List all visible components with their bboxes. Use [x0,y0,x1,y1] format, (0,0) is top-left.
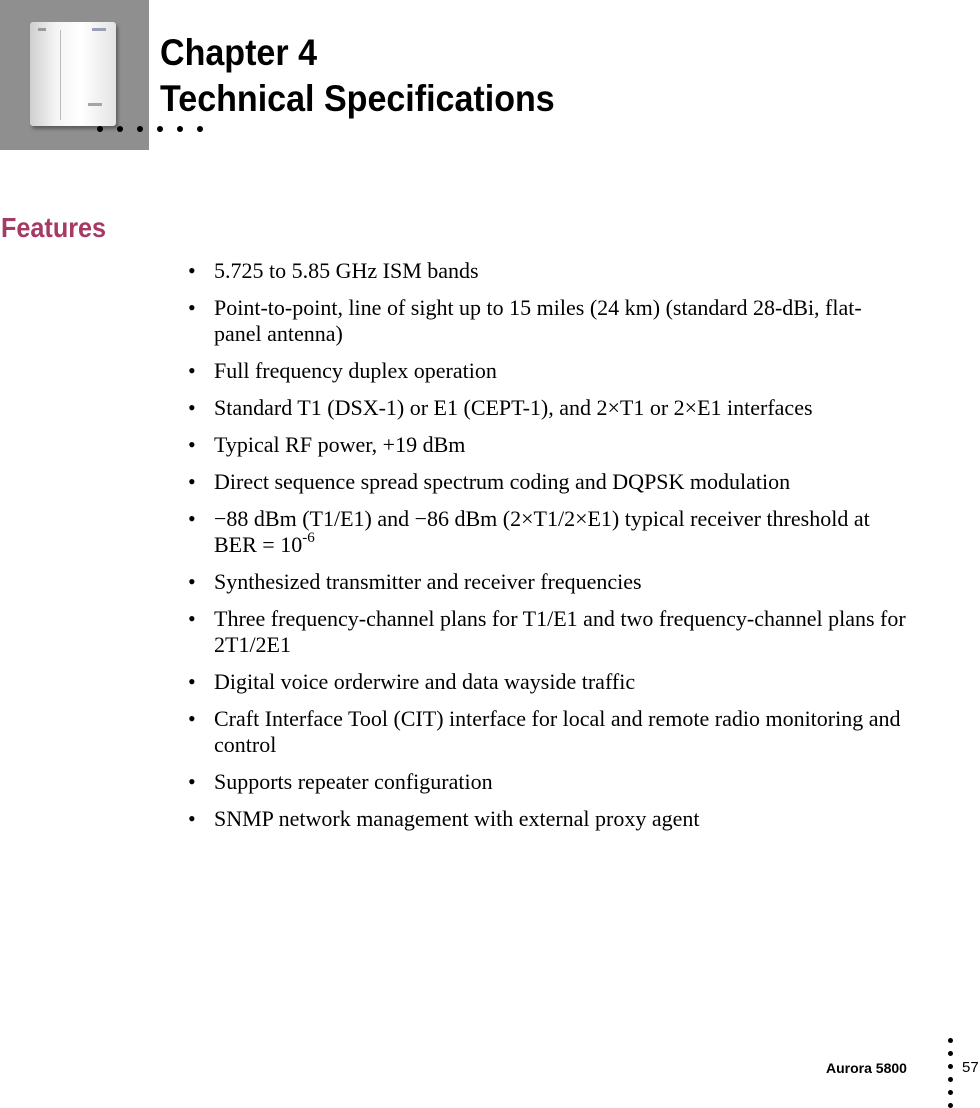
list-item: • SNMP network management with external proxy agent [188,806,908,832]
page-number: 57 [962,1059,979,1076]
list-item: • Standard T1 (DSX-1) or E1 (CEPT-1), and 2×T1 or 2×E1 interfaces [188,395,908,421]
list-item: • Digital voice orderwire and data wayside traffic [188,669,908,695]
radio-unit-photo [30,22,116,126]
list-item: • Craft Interface Tool (CIT) interface for local and remote radio monitoring and control [188,706,908,758]
chapter-number: Chapter 4 [160,32,318,73]
list-item [188,506,908,558]
list-item: • Full frequency duplex operation [188,358,908,384]
decorative-dot-row [97,126,203,134]
list-item-text: −88 dBm (T1/E1) and −86 dBm (2×T1/2×E1) typical receiver threshold at BER = 10 [214,506,870,557]
decorative-dot-column [948,1038,954,1108]
list-item: • Supports repeater configuration [188,769,908,795]
chapter-name: Technical Specifications [160,78,555,119]
list-item: • 5.725 to 5.85 GHz ISM bands [188,258,908,284]
feature-list [188,258,908,843]
list-item: • Three frequency-channel plans for T1/E1 and two frequency-channel plans for 2T1/2E1 [188,606,908,658]
chapter-title [160,30,555,122]
exponent: -6 [302,529,315,546]
section-heading: Features [1,212,107,243]
list-item: • Synthesized transmitter and receiver frequencies [188,569,908,595]
footer-product-name: Aurora 5800 [826,1060,907,1076]
list-item: • Typical RF power, +19 dBm [188,432,908,458]
list-item: • Point-to-point, line of sight up to 15 miles (24 km) (standard 28-dBi, flat-panel antenna) [188,295,908,347]
list-item: • Direct sequence spread spectrum coding and DQPSK modulation [188,469,908,495]
